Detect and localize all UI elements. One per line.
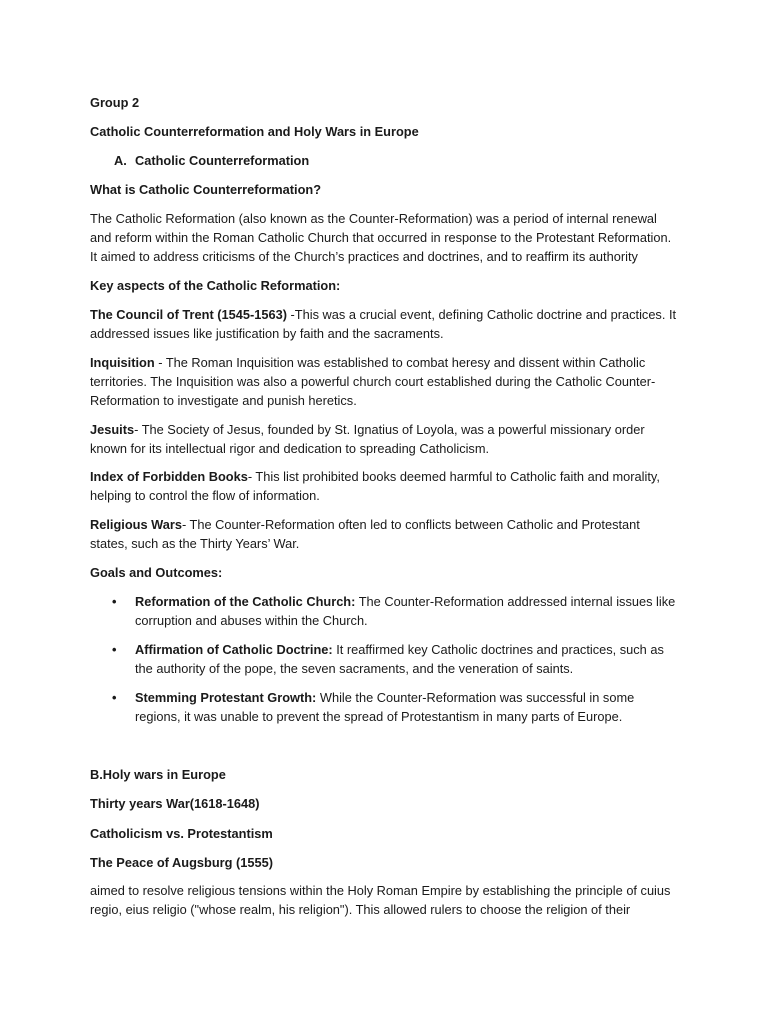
aspect-paragraph (90, 305, 680, 343)
bullet-icon: • (112, 690, 117, 705)
aspect-term: Jesuits (90, 422, 135, 437)
section-a-heading (114, 151, 704, 170)
aspect-text: -This was a crucial event, defining Catholic doctrine and practices. It addressed issues like justification by faith and the sacraments. (90, 307, 677, 341)
list-item-desc: While the Counter-Reformation was successful in some regions, it was unable to prevent the spread of Protestantism in many parts of Europe. (135, 690, 635, 724)
list-item-desc: The Counter-Reformation addressed internal issues like corruption and abuses within the Church. (135, 594, 676, 628)
question-heading: What is Catholic Counterreformation? (90, 182, 322, 197)
aspect-paragraph (90, 353, 680, 410)
aspect-paragraph (90, 420, 680, 458)
bullet-icon: • (112, 642, 117, 657)
aspect-term: Inquisition (90, 355, 155, 370)
list-item-term: Reformation of the Catholic Church: (135, 594, 356, 609)
peace-paragraph: aimed to resolve religious tensions within the Holy Roman Empire by establishing the principle of cuius regio, eius religio ("whose realm, his religion"). This allowed rulers to choose the religion of their (90, 883, 671, 917)
aspect-text: - The Counter-Reformation often led to conflicts between Catholic and Protestant states, such as the Thirty Years’ War. (90, 517, 640, 551)
peace-of-augsburg-heading: The Peace of Augsburg (1555) (90, 855, 273, 870)
aspect-text: - The Roman Inquisition was established to combat heresy and dissent within Catholic territories. The Inquisition was also a powerful church court established during the Catholic Counter-Reformation to investigate and punish heretics. (90, 355, 656, 408)
group-label: Group 2 (90, 95, 140, 110)
list-item-text (135, 688, 683, 726)
list-item-term: Affirmation of Catholic Doctrine: (135, 642, 333, 657)
aspect-text: - The Society of Jesus, founded by St. Ignatius of Loyola, was a powerful missionary order known for its intellectual rigor and dedication to spreading Catholicism. (90, 422, 645, 456)
section-b-heading: B.Holy wars in Europe (90, 767, 226, 782)
intro-paragraph: The Catholic Reformation (also known as the Counter-Reformation) was a period of internal renewal and reform within the Roman Catholic Church that occurred in response to the Protestant Reformation. It aimed to address criticisms of the Church’s practices and doctrines, and to reaffirm its authority (90, 211, 672, 264)
list-item-text (135, 640, 683, 678)
section-a-text: Catholic Counterreformation (135, 153, 310, 168)
list-item-term: Stemming Protestant Growth: (135, 690, 317, 705)
aspect-term: The Council of Trent (1545-1563) (90, 307, 287, 322)
aspect-term: Index of Forbidden Books (90, 469, 248, 484)
key-aspects-heading: Key aspects of the Catholic Reformation: (90, 278, 341, 293)
thirty-years-war-heading: Thirty years War(1618-1648) (90, 796, 260, 811)
list-item-text (135, 592, 683, 630)
goals-heading: Goals and Outcomes: (90, 565, 223, 580)
aspect-text: - This list prohibited books deemed harmful to Catholic faith and morality, helping to control the flow of information. (90, 469, 660, 503)
aspect-term: Religious Wars (90, 517, 182, 532)
aspect-paragraph (90, 467, 680, 505)
catholicism-vs-protestantism-heading: Catholicism vs. Protestantism (90, 826, 273, 841)
document-title: Catholic Counterreformation and Holy Wars in Europe (90, 124, 419, 139)
bullet-icon: • (112, 594, 117, 609)
aspect-paragraph (90, 515, 680, 553)
list-item-desc: It reaffirmed key Catholic doctrines and practices, such as the authority of the pope, the seven sacraments, and the veneration of saints. (135, 642, 664, 676)
section-a-label: A. (114, 153, 127, 168)
